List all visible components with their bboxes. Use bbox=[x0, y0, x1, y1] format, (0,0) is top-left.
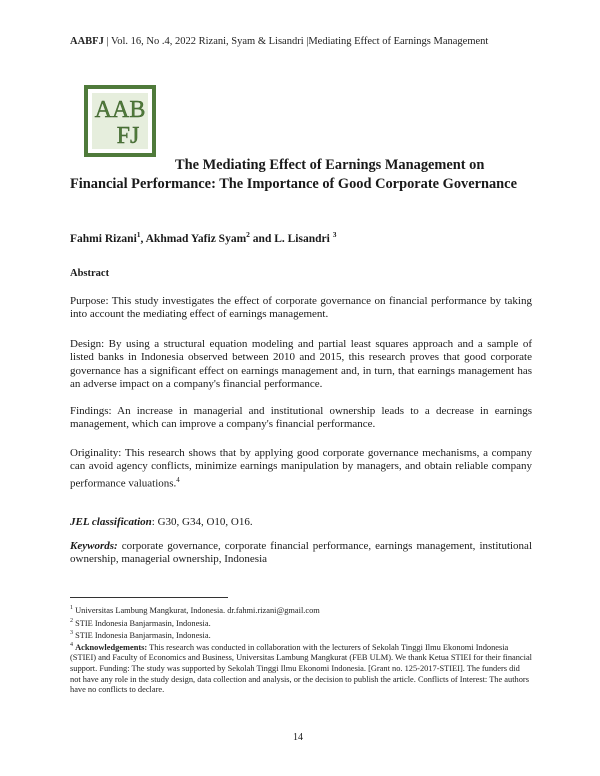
running-title: Rizani, Syam & Lisandri |Mediating Effect of Earnings Management bbox=[198, 36, 489, 47]
page-number: 14 bbox=[293, 732, 303, 743]
footnote-separator bbox=[70, 597, 228, 598]
aabfj-logo-icon bbox=[84, 85, 156, 157]
journal-volume: Vol. 16, No .4, 2022 bbox=[111, 36, 196, 47]
keywords bbox=[70, 540, 532, 567]
jel-classification bbox=[70, 516, 253, 528]
author-2: , Akhmad Yafiz Syam bbox=[140, 232, 247, 245]
footnote-1: $^1$ Universitas Lambung Mangkurat, Indonesia. dr.fahmi.rizani@gmail.com bbox=[70, 605, 320, 615]
abstract-heading: Abstract bbox=[70, 268, 110, 279]
journal-logo bbox=[84, 85, 156, 157]
abstract-originality bbox=[70, 447, 532, 491]
journal-abbr: AABFJ bbox=[70, 36, 104, 47]
logo-text-bottom: FJ bbox=[116, 123, 140, 149]
keywords-label: Keywords: bbox=[70, 540, 118, 552]
abstract-design: Design: By using a structural equation modeling and partial least squares approach and a sample of listed banks in Indonesia observed between 2010 and 2015, this research proves that good corporate governance has a significant effect on earnings management and, in turn, that earnings management has an adverse impact on a company's financial performance. bbox=[70, 338, 532, 391]
running-header: AABFJ | Vol. 16, No .4, 2022 Rizani, Syam & Lisandri |Mediating Effect of Earnings Management bbox=[70, 36, 489, 47]
acknowledgements-label: Acknowledgements: bbox=[75, 642, 148, 652]
author-2-ref: 2 bbox=[246, 230, 250, 239]
logo-text-top: AAB bbox=[94, 97, 146, 123]
originality-text: Originality: This research shows that by applying good corporate governance mechanisms, a company can avoid agency conflicts, minimize earnings manipulation by managers, and obtain reliable company performance valuations. bbox=[70, 447, 532, 490]
footnote-3: $^3$ STIE Indonesia Banjarmasin, Indonesia. bbox=[70, 630, 211, 640]
author-1: Fahmi Rizani bbox=[70, 232, 137, 245]
jel-codes: : G30, G34, O10, O16. bbox=[151, 516, 253, 528]
author-3: and L. Lisandri bbox=[249, 232, 333, 245]
abstract-purpose: Purpose: This study investigates the effect of corporate governance on financial performance by taking into account the mediating effect of earnings management. bbox=[70, 295, 532, 321]
footnote-4: $^4$ Acknowledgements: This research was conducted in collaboration with the lecturers of Sekolah Tinggi Ilmu Ekonomi Indonesia (STIEI) and Faculty of Economics and Business, Universitas Lambung Mangkurat (FEB ULM). We thank Ketua STIEI for their financial support. Funding: The study was supported by Sekolah Tinggi Ilmu Ekonomi Indonesia. [Grant no. 125-2017-STIEI]. The funders did not have any role in the study design, data collection and analysis, or the decision to publish the article. Conflicts of Interest: The authors have no conflicts to declare. bbox=[70, 642, 533, 695]
abstract-findings: Findings: An increase in managerial and institutional ownership leads to a decrease in earnings management, which can improve a company's financial performance. bbox=[70, 405, 532, 431]
author-3-ref: 3 bbox=[332, 230, 337, 239]
article-title-rest: Financial Performance: The Importance of Good Corporate Governance bbox=[70, 176, 517, 192]
author-1-ref: 1 bbox=[136, 230, 141, 239]
article-title-line1: The Mediating Effect of Earnings Management on bbox=[175, 157, 485, 173]
author-list bbox=[70, 230, 336, 245]
footnote-2: $^2$ STIE Indonesia Banjarmasin, Indonesia. bbox=[70, 618, 211, 628]
jel-label: JEL classification bbox=[70, 516, 152, 528]
originality-footnote-ref: 4 bbox=[176, 475, 180, 484]
keywords-list: corporate governance, corporate financial performance, earnings management, institutional ownership, managerial ownership, Indonesia bbox=[70, 540, 532, 566]
acknowledgements-text: This research was conducted in collaboration with the lecturers of Sekolah Tinggi Ilmu Ekonomi Indonesia (STIEI) and Faculty of Economics and Business, Universitas Lambung Mangkurat (FEB ULM). We thank Ketua STIEI for their financial support. Funding: The study was supported by Sekolah Tinggi Ilmu Ekonomi Indonesia. [Grant no. 125-2017-STIEI]. The funders did not have any role in the study design, data collection and analysis, or the decision to publish the article. Conflicts of Interest: The authors have no conflicts to declare. bbox=[70, 642, 533, 695]
